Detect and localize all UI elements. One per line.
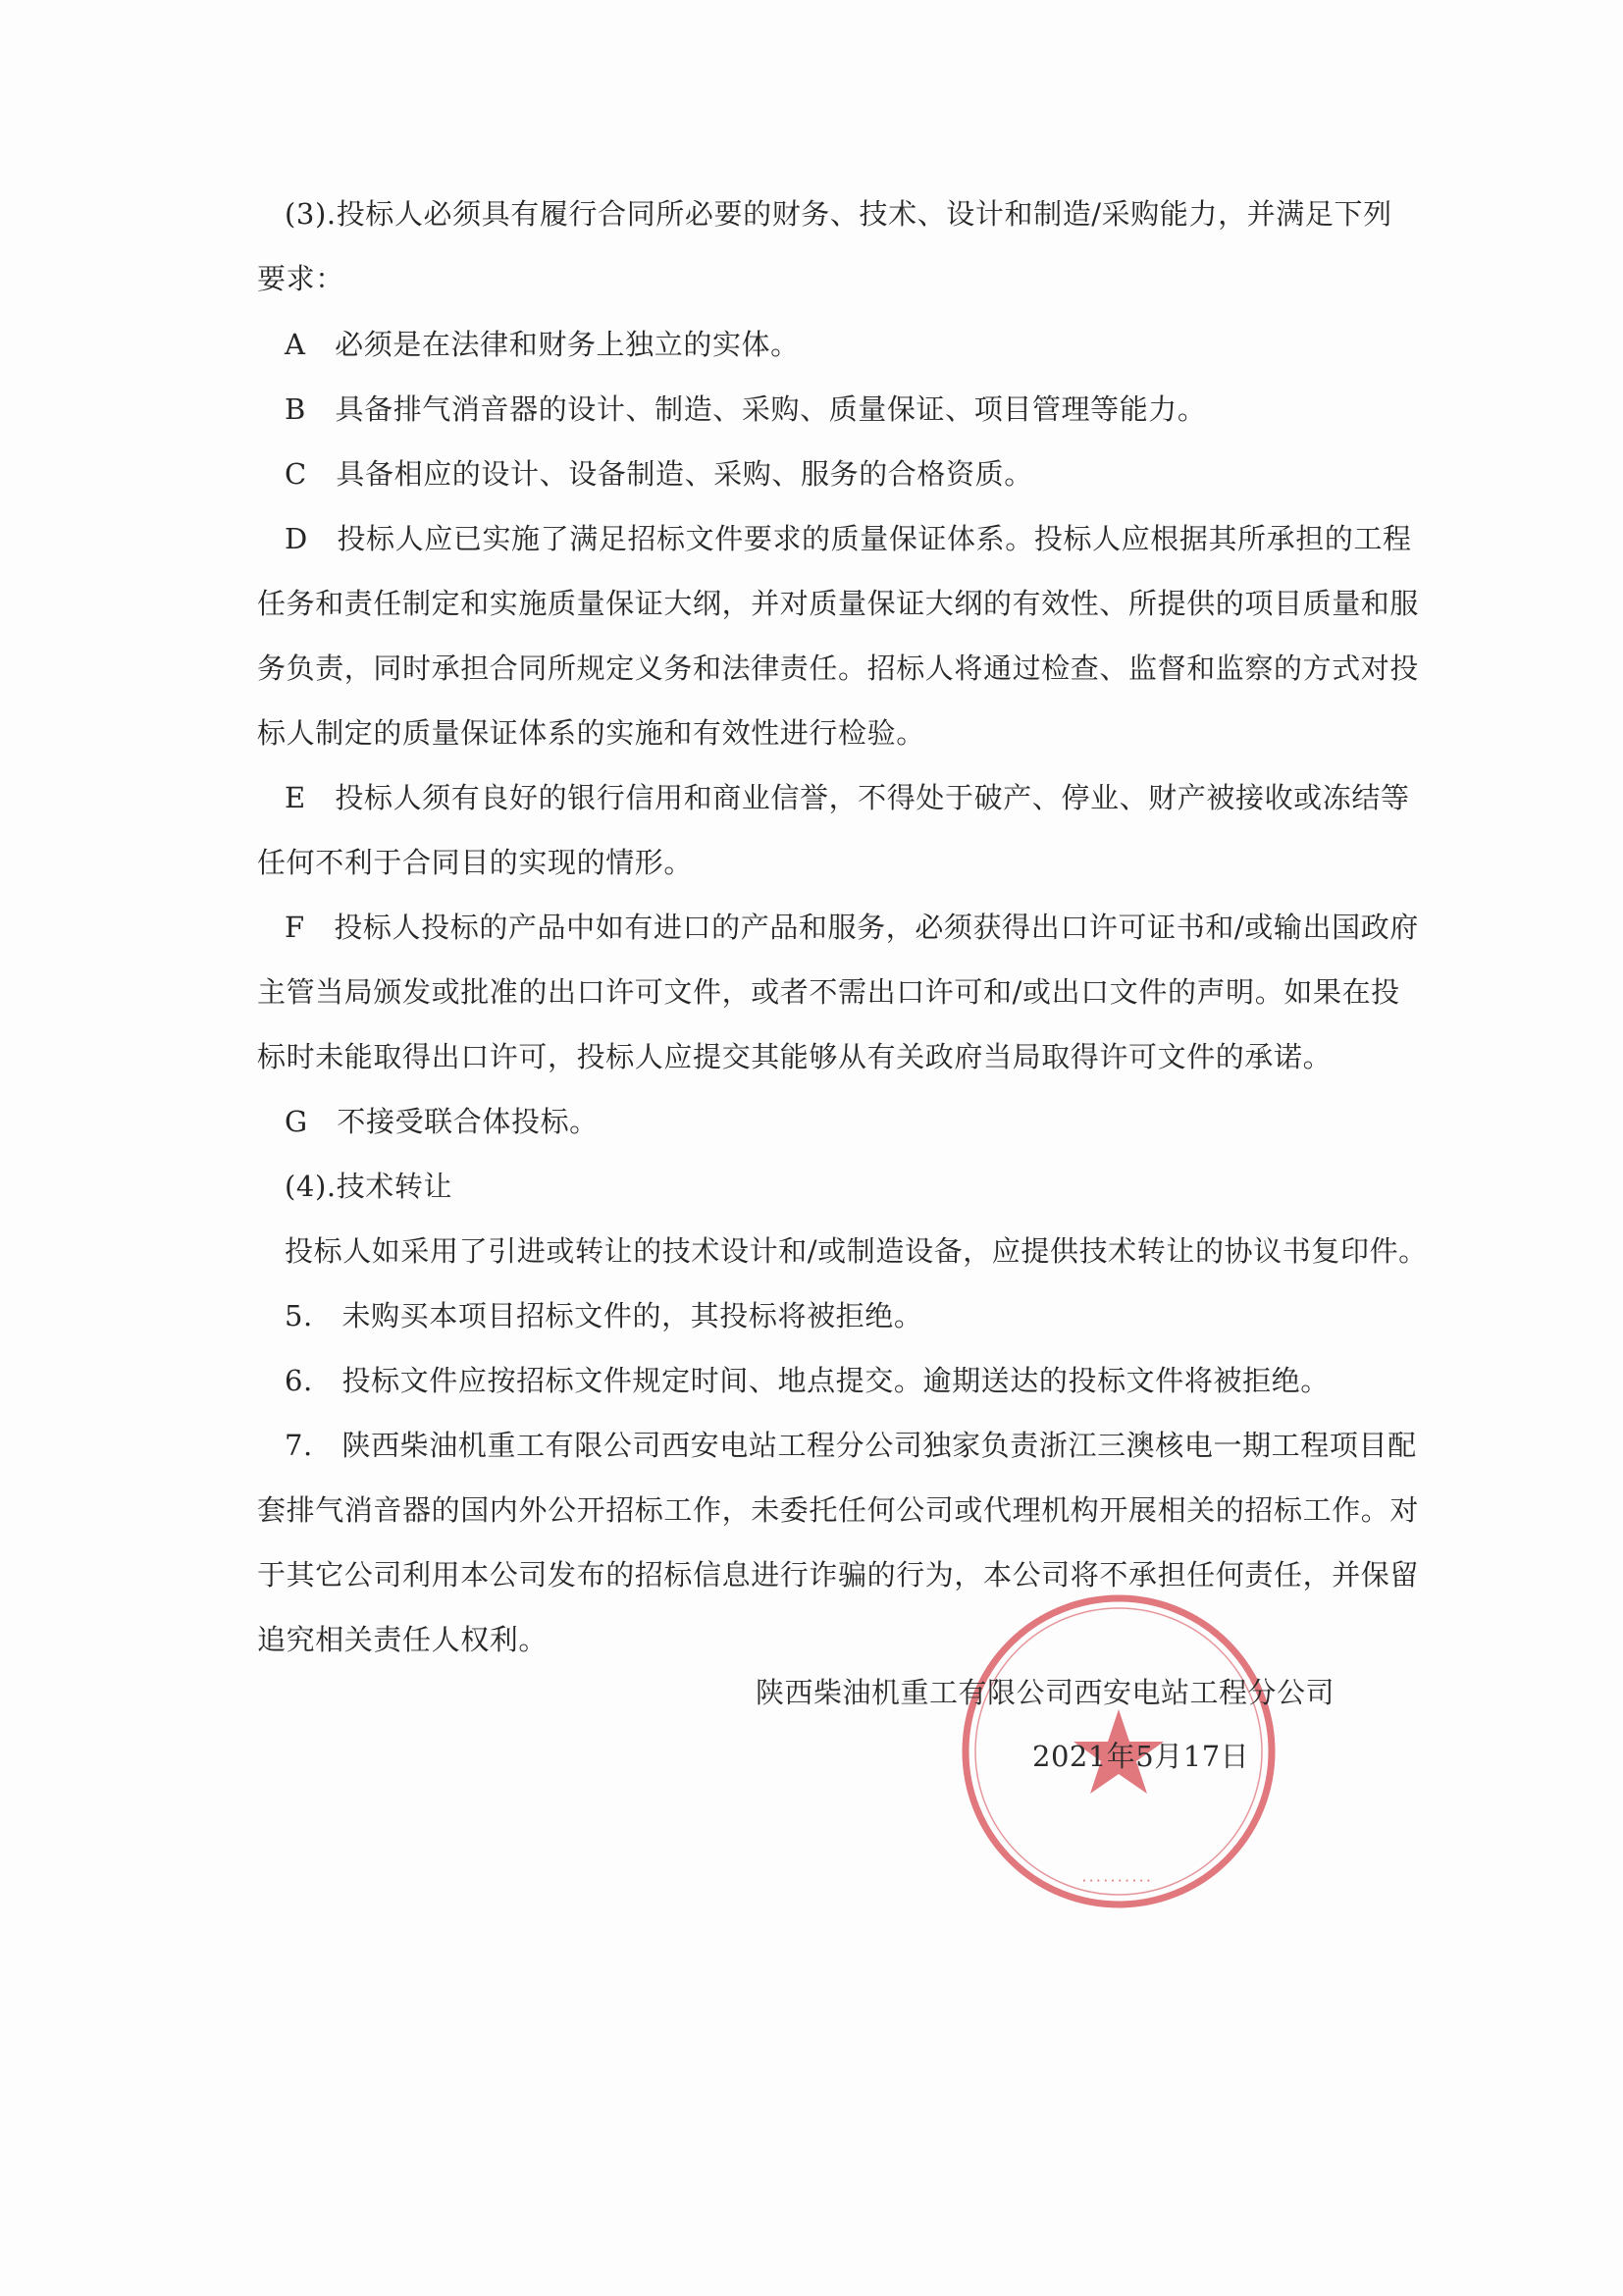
item-d-line-4: 标人制定的质量保证体系的实施和有效性进行检验。 [257, 716, 925, 750]
item-e-line-1: E 投标人须有良好的银行信用和商业信誉，不得处于破产、停业、财产被接收或冻结等 [285, 781, 1410, 814]
item-d-line-1: D 投标人应已实施了满足招标文件要求的质量保证体系。投标人应根据其所承担的工程 [285, 522, 1412, 555]
item-f-line-1: F 投标人投标的产品中如有进口的产品和服务，必须获得出口许可证书和/或输出国政府 [285, 911, 1419, 944]
item-a: A 必须是在法律和财务上独立的实体。 [285, 328, 800, 361]
item-d-line-3: 务负责，同时承担合同所规定义务和法律责任。招标人将通过检查、监督和监察的方式对投 [257, 652, 1420, 685]
item-e-line-2: 任何不利于合同目的实现的情形。 [257, 846, 694, 879]
signature-company: 陕西柴油机重工有限公司西安电站工程分公司 [756, 1676, 1335, 1709]
para-4-text: 投标人如采用了引进或转让的技术设计和/或制造设备，应提供技术转让的协议书复印件。 [285, 1234, 1428, 1268]
para-7-line-1: 7. 陕西柴油机重工有限公司西安电站工程分公司独家负责浙江三澳核电一期工程项目配 [285, 1429, 1417, 1462]
item-b: B 具备排气消音器的设计、制造、采购、质量保证、项目管理等能力。 [285, 392, 1207, 426]
para-6: 6. 投标文件应按招标文件规定时间、地点提交。逾期送达的投标文件将被拒绝。 [285, 1364, 1330, 1397]
signature-date: 2021年5月17日 [1032, 1740, 1250, 1773]
item-d-line-2: 任务和责任制定和实施质量保证大纲，并对质量保证大纲的有效性、所提供的项目质量和服 [257, 587, 1420, 620]
para-3-line-2: 要求： [257, 262, 344, 295]
para-7-line-3: 于其它公司利用本公司发布的招标信息进行诈骗的行为，本公司将不承担任何责任，并保留 [257, 1558, 1420, 1592]
item-f-line-3: 标时未能取得出口许可，投标人应提交其能够从有关政府当局取得许可文件的承诺。 [257, 1040, 1333, 1073]
svg-text:· · · · · · · · · ·: · · · · · · · · · · [1082, 1876, 1151, 1887]
item-g: G 不接受联合体投标。 [285, 1105, 599, 1138]
para-3-line-1: (3).投标人必须具有履行合同所必要的财务、技术、设计和制造/采购能力，并满足下列 [285, 197, 1392, 231]
item-c: C 具备相应的设计、设备制造、采购、服务的合格资质。 [285, 457, 1033, 491]
para-7-line-2: 套排气消音器的国内外公开招标工作，未委托任何公司或代理机构开展相关的招标工作。对 [257, 1493, 1420, 1527]
item-f-line-2: 主管当局颁发或批准的出口许可文件，或者不需出口许可和/或出口文件的声明。如果在投 [257, 975, 1400, 1009]
para-5: 5. 未购买本项目招标文件的，其投标将被拒绝。 [285, 1299, 923, 1332]
para-7-line-4: 追究相关责任人权利。 [257, 1623, 549, 1656]
para-4-heading: (4).技术转让 [285, 1170, 453, 1203]
